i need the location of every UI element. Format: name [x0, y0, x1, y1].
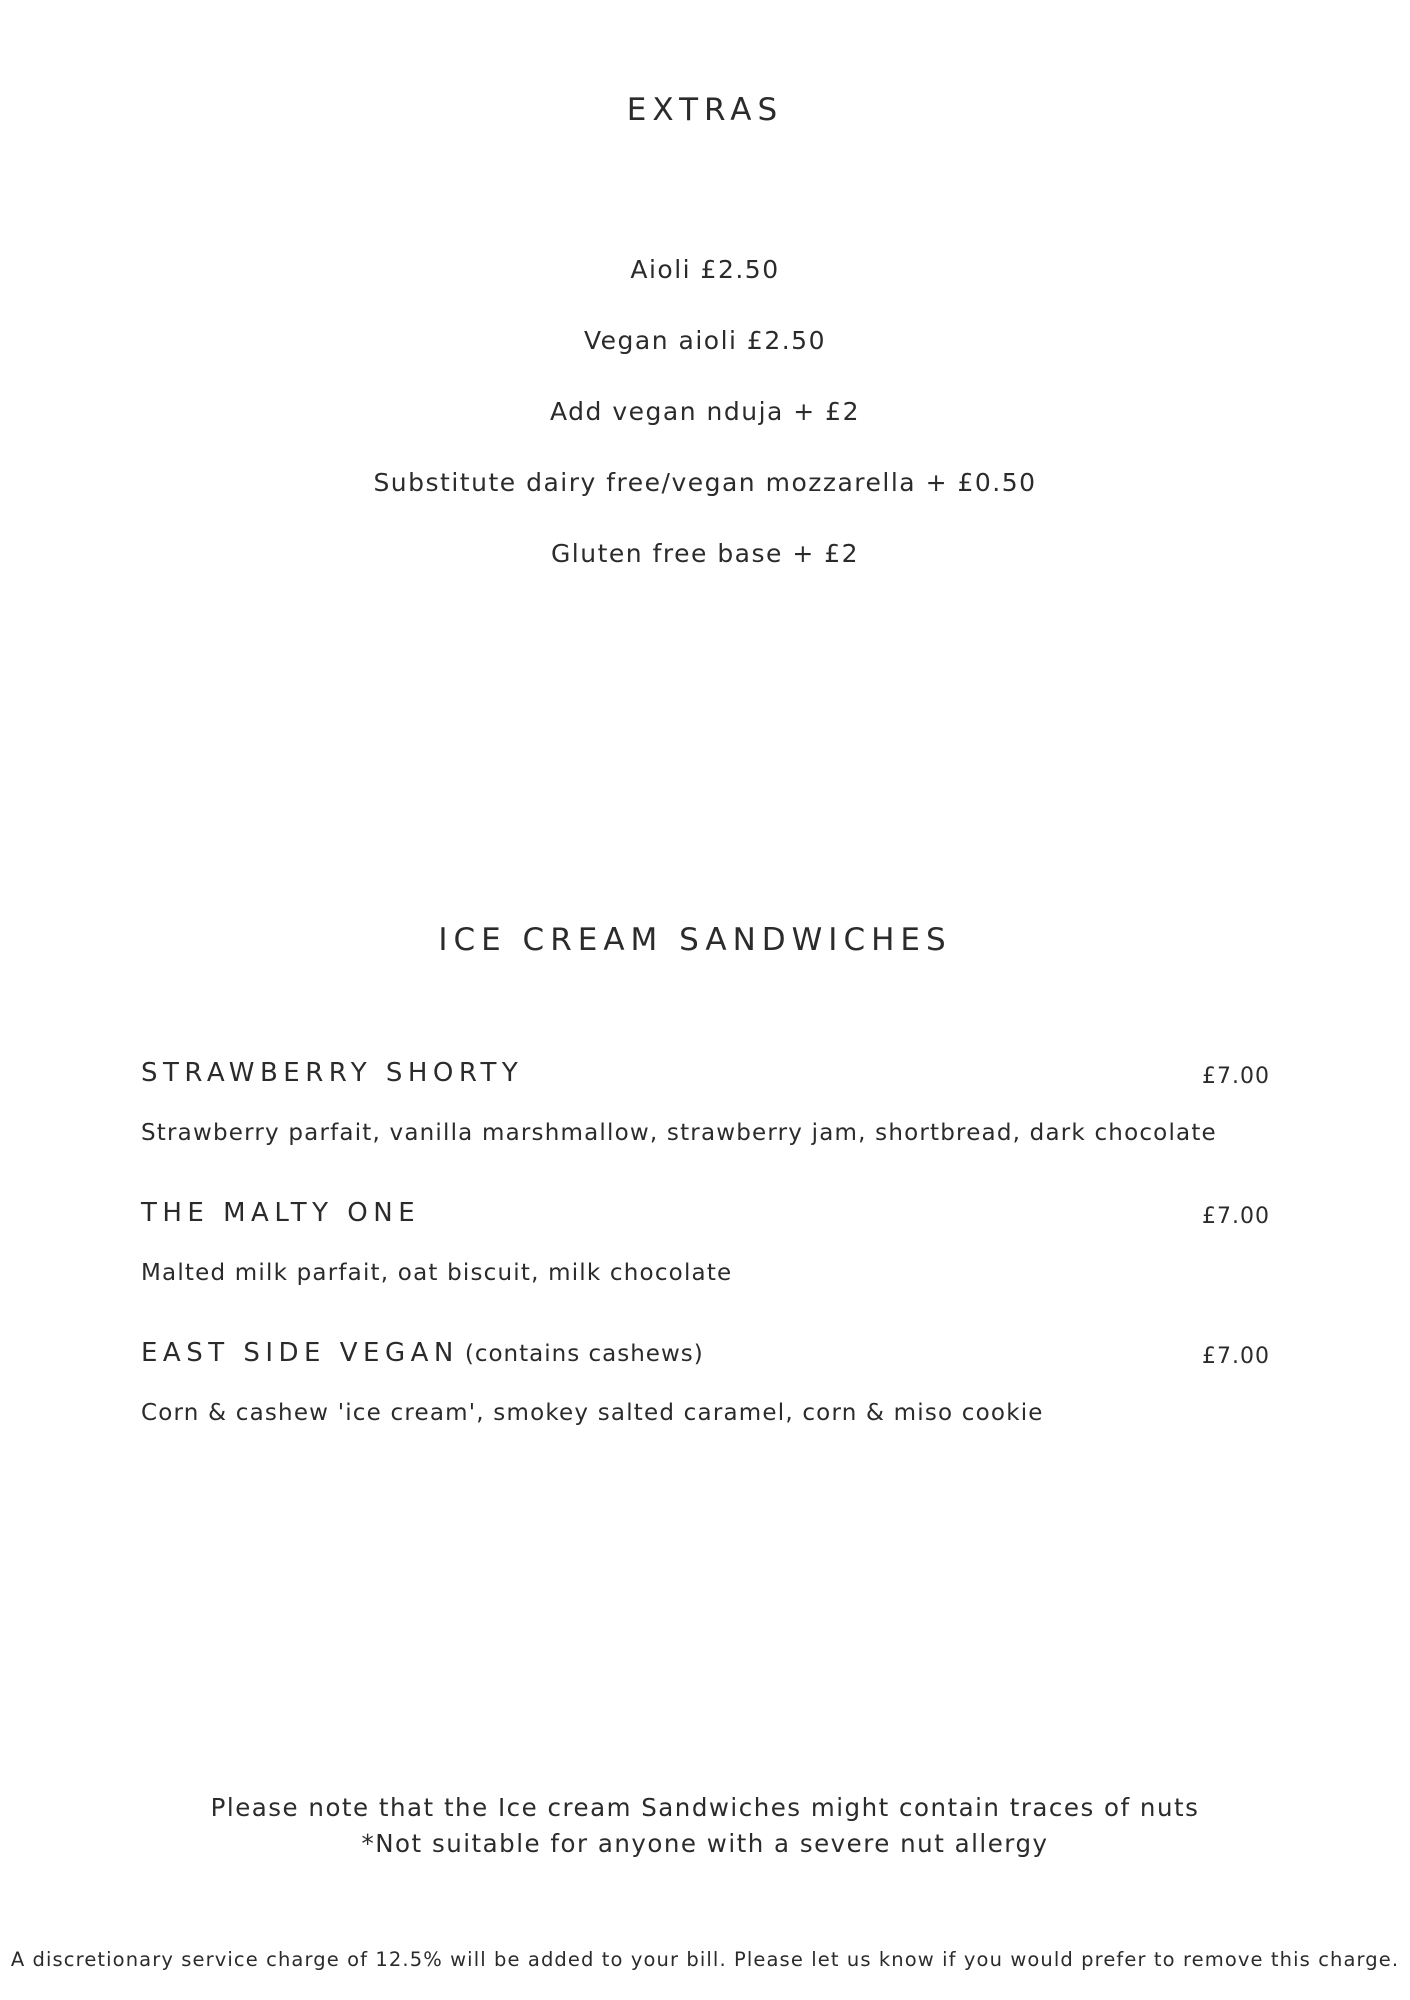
item-name [141, 1338, 704, 1368]
extras-item-gluten-free-base: Gluten free base + £2 [550, 539, 860, 568]
service-charge-footer: A discretionary service charge of 12.5% will be added to your bill. Please let us know if you would prefer to remove this charge. [10, 1948, 1400, 1971]
item-title: STRAWBERRY SHORTY [141, 1058, 524, 1088]
extras-list [0, 234, 1410, 589]
item-description: Corn & cashew 'ice cream', smokey salted caramel, corn & miso cookie [141, 1400, 1044, 1426]
item-name [141, 1198, 420, 1228]
extras-item-vegan-nduja: Add vegan nduja + £2 [550, 397, 860, 426]
item-title: THE MALTY ONE [141, 1198, 421, 1228]
severe-allergy-warning: *Not suitable for anyone with a severe nut allergy [361, 1829, 1049, 1858]
item-name [141, 1058, 523, 1088]
item-description: Malted milk parfait, oat biscuit, milk chocolate [141, 1260, 733, 1286]
item-price: £7.00 [1202, 1064, 1270, 1089]
nut-traces-warning: Please note that the Ice cream Sandwiches might contain traces of nuts [210, 1793, 1200, 1822]
menu-item-east-side-vegan [141, 1338, 1270, 1478]
item-price: £7.00 [1202, 1344, 1270, 1369]
extras-item-aioli: Aioli £2.50 [630, 255, 780, 284]
item-allergen-note: (contains cashews) [464, 1341, 704, 1367]
ice-cream-sandwiches-heading: ICE CREAM SANDWICHES [438, 922, 952, 958]
item-price: £7.00 [1202, 1204, 1270, 1229]
extras-item-vegan-mozzarella: Substitute dairy free/vegan mozzarella + £0.50 [373, 468, 1037, 497]
extras-heading: EXTRAS [626, 92, 784, 128]
menu-item-the-malty-one [141, 1198, 1270, 1338]
item-title: EAST SIDE VEGAN [141, 1338, 459, 1368]
menu-item-strawberry-shorty [141, 1058, 1270, 1198]
item-description: Strawberry parfait, vanilla marshmallow, strawberry jam, shortbread, dark chocolate [141, 1120, 1217, 1146]
nut-allergy-note [0, 1790, 1410, 1862]
extras-item-vegan-aioli: Vegan aioli £2.50 [584, 326, 826, 355]
ice-cream-sandwich-list [141, 1058, 1270, 1478]
